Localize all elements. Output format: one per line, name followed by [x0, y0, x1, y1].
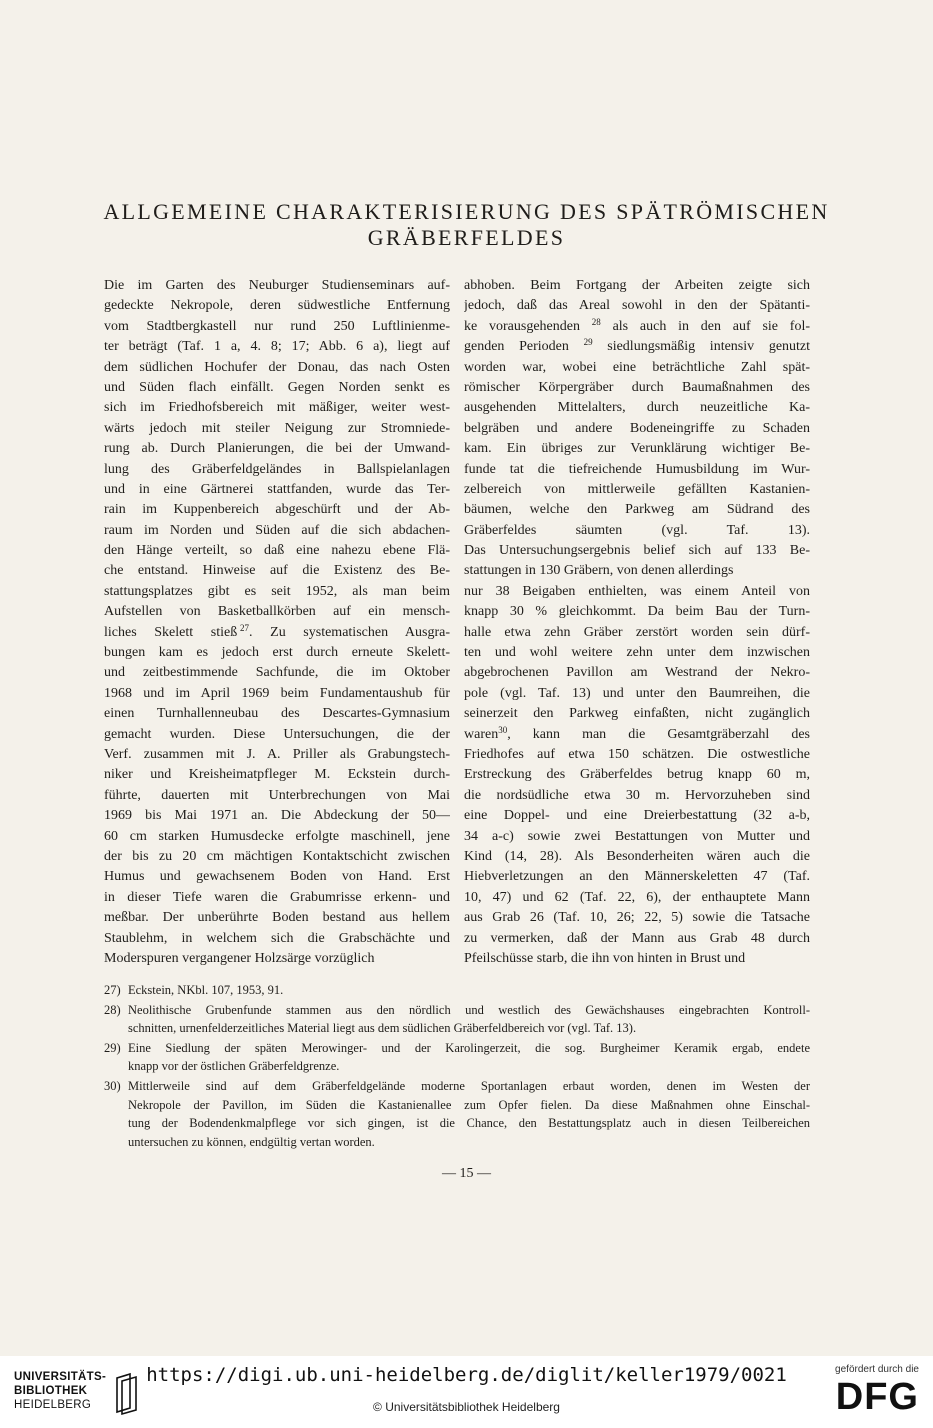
text-line: Staublehm, in welchem sich die Grabschächte und: [104, 930, 450, 946]
text-line: belgräben und andere Bodeneingriffe zu Schaden: [464, 420, 810, 436]
footnote-line: Neolithische Grubenfunde stammen aus den nördlich und westlich des Gewächshauses eingebrachten Kontroll-: [128, 1002, 810, 1017]
text-line: der bis zu 20 cm mächtigen Kontaktschicht zwischen: [104, 848, 450, 864]
text-line: gemacht wurden. Diese Untersuchungen, die der: [104, 726, 450, 742]
footnote: [104, 1039, 810, 1076]
dfg-caption: gefördert durch die: [835, 1364, 919, 1375]
text-line: nur 38 Beigaben enthielten, was einem Anteil von: [464, 583, 810, 599]
text-line: bungen kam es jedoch erst durch erneute Skelett-: [104, 645, 450, 661]
chapter-title-line-2: GRÄBERFELDES: [367, 225, 566, 250]
text-line: knapp 30 % gleichkommt. Da beim Bau der Turn-: [464, 604, 810, 620]
text-line: worden war, wobei eine beträchtliche Zahl spät-: [464, 359, 810, 375]
text-line: Verf. zusammen mit J. A. Priller als Grabungstech-: [104, 746, 450, 762]
text-line: römischer Körpergräber durch Baumaßnahmen des: [464, 379, 810, 395]
text-line: und zeitbestimmende Sachfunde, die im Oktober: [104, 665, 450, 681]
text-line: 1968 und im April 1969 beim Fundamentaushub für: [104, 685, 450, 701]
footnote-number: 27): [104, 983, 121, 997]
text-line: Pfeilschüsse starb, die ihn von hinten in Brust und: [464, 950, 746, 966]
footnote-line: untersuchen zu können, endgültig vertan worden.: [128, 1134, 375, 1149]
text-line: Aufstellen von Basketballkörben auf ein mensch-: [104, 604, 450, 620]
text-line: gedeckte Nekropole, deren südwestliche Entfernung: [104, 298, 450, 314]
text-line: zelbereich von mittlerweile gefällten Kastanien-: [464, 481, 810, 497]
footnote-ref: 29: [583, 337, 593, 348]
text-line: und in eine Gärtnerei stattfanden, wurde das Ter-: [104, 481, 450, 497]
text-line: den Hänge verteilt, so daß eine nahezu ebene Flä-: [104, 543, 450, 559]
text-line: dem südlichen Hochufer der Donau, das nach Osten: [104, 359, 450, 375]
footnote-number: 30): [104, 1078, 121, 1093]
footnote: [104, 1077, 810, 1151]
text-line: die nordsüdliche etwa 30 m. Hervorzuheben sind: [464, 787, 810, 803]
text-line: Kind (14, 28). Als Besonderheiten wären auch die: [464, 848, 810, 864]
text-line: Hiebverletzungen an den Männerskeletten 47 (Taf.: [464, 869, 810, 885]
text-line: stattungsplatzes gibt es seit 1952, als man beim: [104, 583, 450, 599]
text-line: liches Skelett stieß $^{27}$. Zu systematischen Ausgra-: [104, 622, 450, 640]
text-line: Gräberfeldes säumten (vgl. Taf. 13).: [464, 522, 810, 538]
text-line: rain im Kuppenbereich abgeschürft und der Ab-: [104, 502, 450, 518]
text-line: 10, 47) und 62 (Taf. 22, 6), der enthauptete Mann: [464, 889, 810, 905]
text-line: sich im Friedhofsbereich mit mäßiger, weiter west-: [104, 400, 450, 416]
text-line: ausgehenden Mittelalters, durch neuzeitliche Ka-: [464, 400, 810, 416]
footnote-line: Eine Siedlung der späten Merowinger- und der Karolingerzeit, die sog. Burgheimer Keramik ergab, endete: [128, 1040, 810, 1055]
chapter-title-line-1: ALLGEMEINE CHARAKTERISIERUNG DES SPÄTRÖMISCHEN: [103, 199, 830, 224]
text-line: niker und Kreisheimatpfleger M. Eckstein durch-: [104, 767, 450, 783]
text-line: raum im Norden und Süden auf die sich abdachen-: [104, 522, 450, 538]
footnote: [104, 981, 810, 1000]
text-line: ter beträgt (Taf. 1 a, 4. 8; 17; Abb. 6 a), liegt auf: [104, 339, 450, 355]
text-line: zu vermerken, daß der Mann aus Grab 48 durch: [464, 930, 810, 946]
text-line: in dieser Tiefe waren die Grabumrisse erkenn- und: [104, 889, 450, 905]
footnote-line: Nekropole der Pavillon, im Süden die Kastanienallee zum Opfer fielen. Da diese Maßnahmen ohne Einschal-: [128, 1097, 810, 1112]
footnote-line: tung der Bodendenkmalpflege vor sich gingen, ist die Chance, den Bestattungsplatz auch in diesen Teilbereichen: [128, 1116, 810, 1131]
text-line: stattungen in 130 Gräbern, von denen allerdings: [464, 563, 734, 579]
text-line: rung ab. Durch Planierungen, die bei der Umwand-: [104, 441, 450, 457]
text-line: funde tat die tiefreichende Humusbildung im Wur-: [464, 461, 810, 477]
text-line: Das Untersuchungsergebnis belief sich auf 133 Be-: [464, 543, 810, 559]
text-line: waren$^{30}$, kann man die Gesamtgräberzahl des: [464, 724, 810, 742]
footnote-number: 28): [104, 1002, 121, 1017]
footnote-ref: 30: [498, 724, 508, 735]
library-name-line: BIBLIOTHEK: [14, 1385, 88, 1397]
text-line: lung des Gräberfeldgeländes in Ballspielanlagen: [104, 461, 450, 477]
text-line: und Süden flach einfällt. Gegen Norden senkt es: [104, 379, 450, 395]
text-line: wärts jedoch mit steiler Neigung zur Stromniede-: [104, 420, 450, 436]
text-line: eine Doppel- und eine Dreierbestattung (32 a-b,: [464, 808, 810, 824]
footnote-ref: 28: [591, 316, 601, 327]
text-line: Die im Garten des Neuburger Studienseminars auf-: [104, 278, 450, 293]
right-text-column: [464, 276, 810, 969]
text-line: halle etwa zehn Gräber zerstört worden sein dürf-: [464, 624, 810, 640]
text-line: che entstand. Hinweise auf die Existenz des Be-: [104, 563, 450, 579]
footnote: [104, 1001, 810, 1038]
text-line: 34 a-c) sowie zwei Bestattungen von Mutter und: [464, 828, 810, 844]
text-line: 60 cm starken Humusdecke erfolgte maschinell, jene: [104, 828, 450, 844]
text-line: Erstreckung des Gräberfeldes betrug knapp 60 m,: [464, 767, 810, 783]
text-line: Humus und gewachsenem Boden von Hand. Erst: [104, 869, 450, 885]
text-line: seinerzeit den Parkweg einfaßten, nicht zugänglich: [464, 706, 810, 722]
text-line: aus Grab 26 (Taf. 10, 26; 22, 5) sowie die Tatsache: [464, 910, 810, 926]
text-line: ke vorausgehenden $^{28}$ als auch in den auf sie fol-: [464, 316, 810, 334]
footnote-line: schnitten, urnenfelderzeitliches Material liegt aus dem südlichen Gräberfeldbereich vor (vgl. Taf. 13).: [128, 1021, 637, 1036]
library-name-line: HEIDELBERG: [14, 1399, 92, 1411]
footnote-line: Eckstein, NKbl. 107, 1953, 91.: [128, 983, 284, 997]
dfg-funding-badge[interactable]: [823, 1364, 919, 1419]
copyright-notice: © Universitätsbibliothek Heidelberg: [373, 1400, 560, 1414]
footnote-line: Mittlerweile sind auf dem Gräberfeldgelände moderne Sportanlagen erbaut worden, denen im Westen der: [128, 1078, 810, 1093]
page-number: — 15 —: [442, 1166, 491, 1181]
text-line: abhoben. Beim Fortgang der Arbeiten zeigte sich: [464, 278, 810, 293]
text-line: kam. Ein übriges zur Verunklärung wichtiger Be-: [464, 441, 810, 457]
permalink-url[interactable]: https://digi.ub.uni-heidelberg.de/diglit/keller1979/0021: [146, 1364, 787, 1386]
text-line: 1969 bis Mai 1971 an. Die Abdeckung der 50—: [104, 808, 450, 824]
text-line: Moderspuren vergangener Holzsärge vorzüglich: [104, 950, 375, 966]
library-name-line: UNIVERSITÄTS-: [14, 1371, 107, 1383]
text-line: einen Turnhallenneubau des Descartes-Gymnasium: [104, 706, 450, 722]
text-line: genden Perioden $^{29}$ siedlungsmäßig intensiv genutzt: [464, 337, 810, 355]
text-line: pole (vgl. Taf. 13) und unter den Baumreihen, die: [464, 685, 810, 701]
text-line: Friedhofes auf etwa 150 schätzen. Die ostwestliche: [464, 746, 810, 762]
left-text-column: [104, 276, 450, 969]
viewer-footer: [0, 1356, 933, 1428]
text-line: abgebrochenen Pavillon am Westrand der Nekro-: [464, 665, 810, 681]
footnote-ref: 27: [240, 622, 250, 633]
text-line: vom Stadtbergkastell nur rund 250 Luftlinienme-: [104, 318, 450, 334]
text-line: ten und wohl weitere zehn unter dem inzwischen: [464, 645, 810, 661]
text-line: bäumen, welche den Parkweg am Südrand des: [464, 502, 810, 518]
text-line: meßbar. Der unberührte Boden bestand aus hellem: [104, 910, 450, 926]
text-line: führte, dauerten mit Unterbrechungen von Mai: [104, 787, 450, 803]
footnote-number: 29): [104, 1040, 121, 1055]
footnotes: [104, 981, 810, 1152]
footnote-line: knapp vor der östlichen Gräberfeldgrenze.: [128, 1059, 340, 1074]
dfg-logo: DFG: [835, 1376, 919, 1418]
text-line: jedoch, daß das Areal sowohl in den der Spätanti-: [464, 298, 810, 314]
